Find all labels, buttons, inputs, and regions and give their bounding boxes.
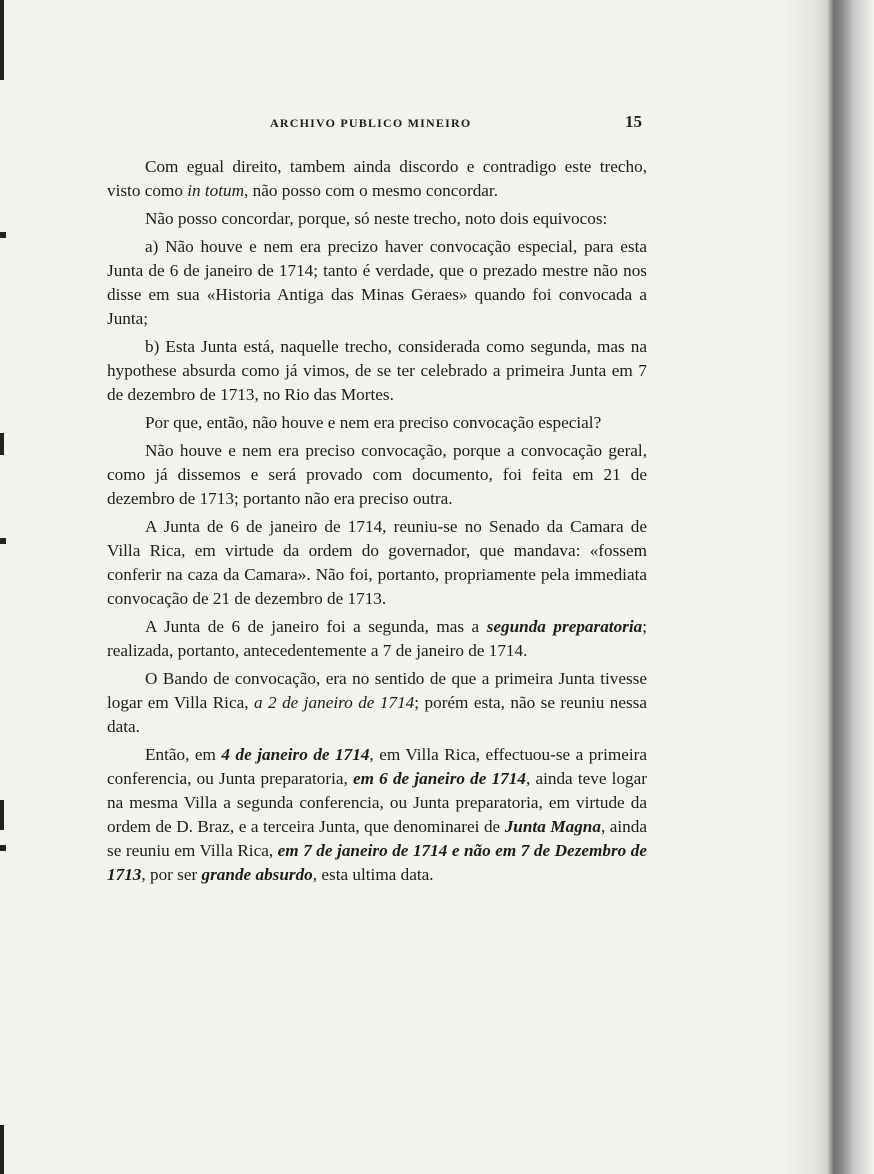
paragraph: [107, 615, 647, 663]
text-run: ; realizada, portanto, antecedentemente a 7 de janeiro de 1714.: [107, 617, 647, 660]
text-run: , ainda teve logar na mesma Villa a segunda conferencia, ou Junta preparatoria, em virtude da ordem de D. Braz, e a terceira Junta, que denominarei de: [107, 769, 647, 836]
running-title: ARCHIVO PUBLICO MINEIRO: [270, 116, 472, 130]
bold-italic-run: 4 de janeiro de 1714: [221, 745, 370, 764]
paragraph: Não posso concordar, porque, só neste trecho, noto dois equivocos:: [145, 209, 608, 228]
page-edge-shadow: [782, 0, 874, 1174]
italic-run: in totum: [187, 181, 245, 200]
bold-italic-run: Junta Magna: [504, 817, 601, 836]
bold-italic-run: segunda preparatoria: [486, 617, 643, 636]
paragraph: A Junta de 6 de janeiro de 1714, reuniu-se no Senado da Camara de Villa Rica, em virtude da ordem do governador, que mandava: «fossem conferir na caza da Camara». Não foi, portanto, propriamente pela immediata convocação de 21 de dezembro de 1713.: [107, 517, 647, 608]
margin-mark: [0, 232, 6, 238]
list-item-a: a) Não houve e nem era precizo haver convocação especial, para esta Junta de 6 de janeiro de 1714; tanto é verdade, que o prezado mestre não nos disse em sua «Historia Antiga das Minas Geraes» quando foi convocada a Junta;: [107, 237, 647, 328]
margin-mark: [0, 845, 6, 851]
paragraph: [107, 743, 647, 887]
margin-mark: [0, 433, 4, 455]
list-item-b: b) Esta Junta está, naquelle trecho, considerada como segunda, mas na hypothese absurda como já vimos, de se ter celebrado a primeira Junta em 7 de dezembro de 1713, no Rio das Mortes.: [107, 337, 647, 404]
paragraph: Por que, então, não houve e nem era preciso convocação especial?: [145, 413, 602, 432]
text-run: , não posso com o mesmo concordar.: [244, 181, 498, 200]
paragraph: [107, 667, 647, 739]
margin-mark: [0, 800, 4, 830]
margin-mark: [0, 0, 4, 80]
page-header: [270, 112, 642, 134]
bold-italic-run: em 6 de janeiro de 1714: [352, 769, 526, 788]
italic-run: a 2 de janeiro de 1714: [253, 693, 415, 712]
text-run: , esta ultima data.: [312, 865, 434, 884]
bold-italic-run: em 7 de janeiro de 1714 e não em 7 de Dezembro de 1713: [107, 841, 647, 884]
bold-italic-run: grande absurdo: [201, 865, 313, 884]
text-run: Então, em: [145, 745, 222, 764]
paragraph: [107, 155, 647, 203]
page-number: 15: [625, 112, 642, 131]
text-run: ; porém esta, não se reuniu nessa data.: [107, 693, 647, 736]
text-run: , em Villa Rica, effectuou-se a primeira conferencia, ou Junta preparatoria,: [107, 745, 647, 788]
text-run: , por ser: [141, 865, 202, 884]
margin-mark: [0, 538, 6, 544]
text-run: A Junta de 6 de janeiro foi a segunda, mas a: [145, 617, 487, 636]
paragraph: Não houve e nem era preciso convocação, porque a convocação geral, como já dissemos e será provado com documento, foi feita em 21 de dezembro de 1713; portanto não era preciso outra.: [107, 441, 647, 508]
text-run: , ainda se reuniu em Villa Rica,: [107, 817, 647, 860]
text-run: O Bando de convocação, era no sentido de que a primeira Junta tivesse logar em Villa Rica,: [107, 669, 647, 712]
text-run: Com egual direito, tambem ainda discordo e contradigo este trecho, visto como: [107, 157, 647, 200]
body-text: [107, 155, 647, 891]
margin-mark: [0, 1125, 4, 1174]
